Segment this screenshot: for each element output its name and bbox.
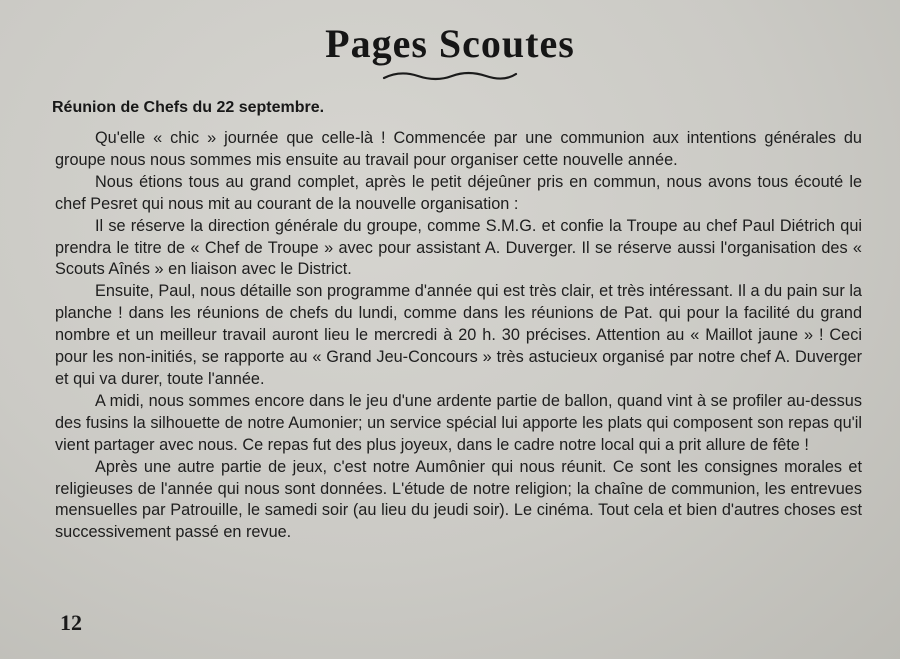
paragraph: Qu'elle « chic » journée que celle-là ! Commencée par une communion aux intentions générales du groupe nous nous sommes mis ensuite au travail pour organiser cette nouvelle année. [55, 129, 862, 169]
page-title: Pages Scoutes [325, 21, 575, 66]
paragraph: Il se réserve la direction générale du groupe, comme S.M.G. et confie la Troupe au chef Paul Diétrich qui prendra le titre de « Chef de Troupe » avec pour assistant A. Duverger. Il se réserve aussi l'organisation des « Scouts Aînés » en liaison avec le District. [55, 216, 862, 279]
article-body [55, 128, 862, 544]
section-heading: Réunion de Chefs du 22 septembre. [52, 99, 325, 116]
paragraph: A midi, nous sommes encore dans le jeu d'une ardente partie de ballon, quand vint à se profiler au-dessus des fusins la silhouette de notre Aumonier; un service spécial lui apporte les plats qui composent son repas qu'il vient partager avec nous. Ce repas fut des plus joyeux, dans le cadre notre local qui a prit allure de fête ! [55, 391, 862, 454]
paragraph: Après une autre partie de jeux, c'est notre Aumônier qui nous réunit. Ce sont les consignes morales et religieuses de l'année qui nous sont données. L'étude de notre religion; la chaîne de communion, les entrevues mensuelles par Patrouille, le samedi soir (au lieu du jeudi soir). Le cinéma. Tout cela et bien d'autres choses est successivement passé en revue. [55, 457, 862, 542]
paragraph: Ensuite, Paul, nous détaille son programme d'année qui est très clair, et très intéressant. Il a du pain sur la planche ! dans les réunions de chefs du lundi, comme dans les réunions de Pat. qui pour la facilité du grand nombre et un meilleur travail auront lieu le mercredi à 20 h. 30 précises. Attention au « Maillot jaune » ! Ceci pour les non-initiés, se rapporte au « Grand Jeu-Concours » très astucieux organisé par notre chef A. Duverger et qui va durer, toute l'année. [55, 282, 862, 388]
page-number: 12 [60, 610, 82, 635]
paragraph: Nous étions tous au grand complet, après le petit déjeûner pris en commun, nous avons tous écouté le chef Pesret qui nous mit au courant de la nouvelle organisation : [55, 172, 862, 213]
title-ornament [380, 66, 520, 86]
